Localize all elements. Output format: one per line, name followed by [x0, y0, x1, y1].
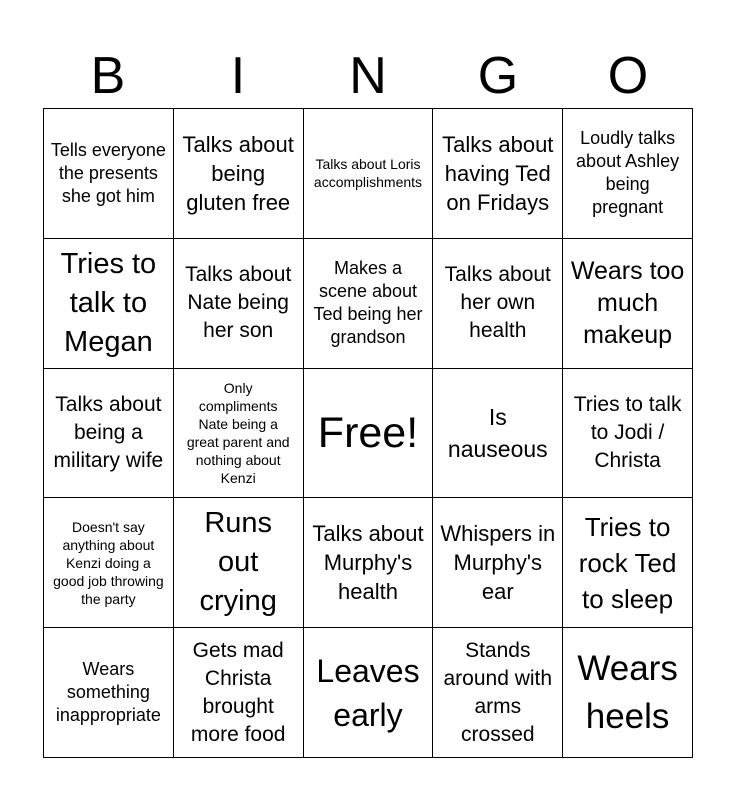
header-letter-b: B	[90, 47, 126, 105]
bingo-cell-r4c1[interactable]	[44, 498, 174, 628]
cell-text: Makes a scene about Ted being her grandson	[313, 258, 423, 348]
cell-text: Loudly talks about Ashley being pregnant	[576, 128, 680, 218]
bingo-cell-free[interactable]	[304, 369, 434, 499]
bingo-cell-r4c2[interactable]	[174, 498, 304, 628]
bingo-cell-r3c4[interactable]	[433, 369, 563, 499]
cell-text: Leaves early	[316, 652, 420, 733]
cell-text: Tries to talk to Jodi / Christa	[573, 392, 682, 472]
header-letter-g: G	[477, 47, 519, 105]
cell-text: Talks about Nate being her son	[185, 263, 292, 343]
bingo-cell-r2c5[interactable]	[563, 239, 693, 369]
bingo-grid	[43, 108, 693, 758]
cell-text: Gets mad Christa brought more food	[190, 638, 286, 746]
bingo-cell-r4c4[interactable]	[433, 498, 563, 628]
cell-text: Doesn't say anything about Kenzi doing a good job throwing the party	[53, 518, 164, 607]
bingo-cell-r1c5[interactable]	[563, 109, 693, 239]
bingo-cell-r2c3[interactable]	[304, 239, 434, 369]
bingo-cell-r1c3[interactable]	[304, 109, 434, 239]
bingo-cell-r1c1[interactable]	[44, 109, 174, 239]
bingo-cell-r5c3[interactable]	[304, 628, 434, 758]
cell-text: Whispers in Murphy's ear	[440, 521, 556, 605]
bingo-cell-r5c5[interactable]	[563, 628, 693, 758]
cell-text: Is nauseous	[447, 403, 548, 462]
header-letter-i: I	[230, 47, 246, 105]
bingo-cell-r3c5[interactable]	[563, 369, 693, 499]
bingo-cell-r3c2[interactable]	[174, 369, 304, 499]
cell-text: Wears something inappropriate	[55, 659, 161, 726]
bingo-cell-r1c4[interactable]	[433, 109, 563, 239]
cell-text: Talks about her own health	[444, 263, 551, 343]
bingo-cell-r4c3[interactable]	[304, 498, 434, 628]
bingo-cell-r3c1[interactable]	[44, 369, 174, 499]
bingo-cell-r2c1[interactable]	[44, 239, 174, 369]
bingo-cell-r4c5[interactable]	[563, 498, 693, 628]
cell-text: Free!	[317, 408, 419, 457]
bingo-cell-r5c2[interactable]	[174, 628, 304, 758]
cell-text: Talks about being a military wife	[53, 392, 164, 472]
bingo-cell-r2c2[interactable]	[174, 239, 304, 369]
cell-text: Tries to rock Ted to sleep	[578, 511, 677, 614]
cell-text: Talks about being gluten free	[182, 131, 294, 215]
cell-text: Stands around with arms crossed	[443, 638, 553, 746]
header-letter-o: O	[607, 47, 649, 105]
cell-text: Tells everyone the presents she got him	[50, 139, 166, 206]
bingo-cell-r1c2[interactable]	[174, 109, 304, 239]
cell-text: Wears too much makeup	[570, 257, 685, 350]
cell-text: Talks about Murphy's health	[312, 521, 424, 605]
cell-text: Wears heels	[577, 648, 678, 736]
cell-text: Only compliments Nate being a great parent and nothing about Kenzi	[186, 379, 290, 486]
cell-text: Talks about having Ted on Fridays	[442, 131, 554, 215]
header-letter-n: N	[349, 47, 387, 105]
bingo-header	[43, 44, 693, 108]
cell-text: Tries to talk to Megan	[60, 247, 157, 358]
bingo-cell-r5c4[interactable]	[433, 628, 563, 758]
bingo-cell-r2c4[interactable]	[433, 239, 563, 369]
cell-text: Runs out crying	[199, 507, 277, 618]
cell-text: Talks about Loris accomplishments	[313, 156, 423, 191]
bingo-cell-r5c1[interactable]	[44, 628, 174, 758]
